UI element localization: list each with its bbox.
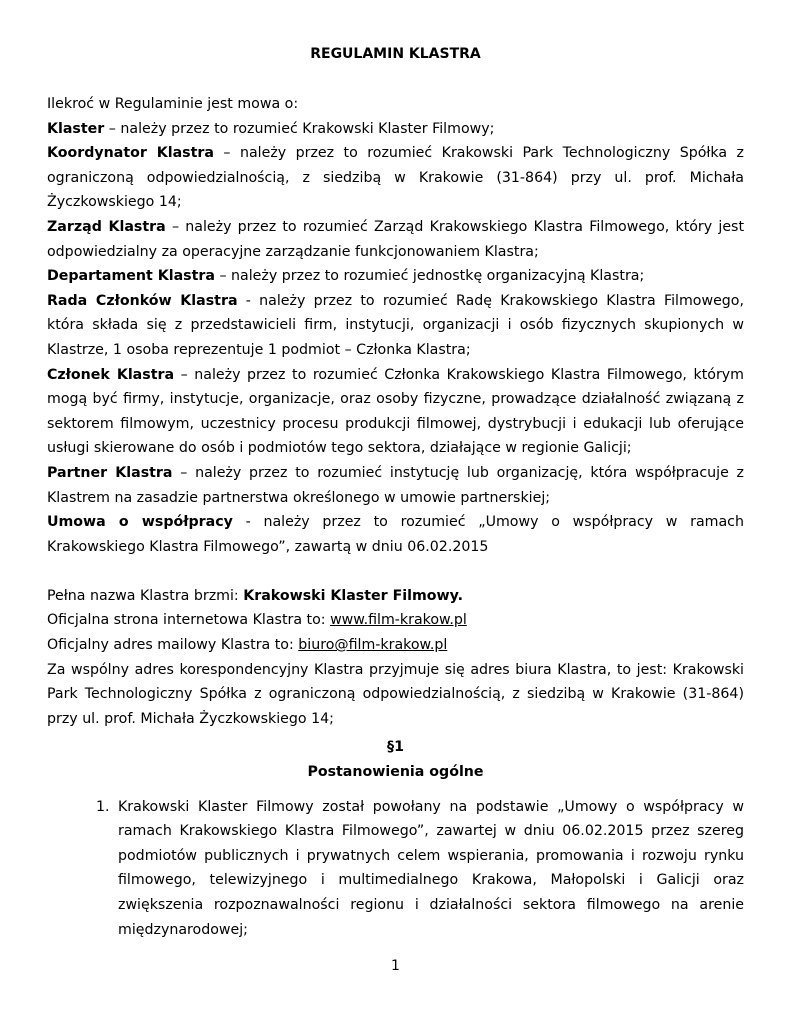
intro-line: Ilekroć w Regulaminie jest mowa o: xyxy=(47,96,299,112)
section-number: §1 xyxy=(387,739,404,756)
definition-text: – należy przez to rozumieć Członka Krakowskiego Klastra Filmowego, którym mogą być firmy, instytucje, organizacje, oraz osoby fizyczne, prowadzące działalność związaną z sektorem filmowym, uczestnicy procesu produkcji filmowej, dystrybucji i edukacji lub oferujące usługi skierowane do osób i podmiotów tego sektora, działające w regionie Galicji; xyxy=(47,366,744,457)
definition-term: Klaster xyxy=(47,120,105,137)
definition-text: – należy przez to rozumieć Krakowski Park Technologiczny Spółka z ograniczoną odpowiedzialnością, z siedzibą w Krakowie (31-864) przy ul. prof. Michała Życzkowskiego 14; xyxy=(47,145,744,211)
list-item-number: 1. xyxy=(96,798,110,815)
definition-text: - należy przez to rozumieć Radę Krakowskiego Klastra Filmowego, która składa się z przedstawicieli firm, instytucji, organizacji i osób fizycznych skupionych w Klastrze, 1 osoba reprezentuje 1 podmiot – Członka Klastra; xyxy=(47,292,744,358)
definition-term: Departament Klastra xyxy=(47,268,215,285)
document-body xyxy=(47,92,744,942)
full-name-label: Pełna nazwa Klastra brzmi: xyxy=(47,587,244,604)
document-title: REGULAMIN KLASTRA xyxy=(310,46,481,62)
email-label: Oficjalny adres mailowy Klastra to: xyxy=(47,637,299,654)
definition-term: Zarząd Klastra xyxy=(47,218,166,235)
numbered-list xyxy=(47,795,744,943)
email-line xyxy=(47,633,744,658)
definition-term: Umowa o współpracy xyxy=(47,514,233,531)
website-line xyxy=(47,608,744,633)
definition-zarzad xyxy=(47,215,744,264)
email-link[interactable]: biuro@film-krakow.pl xyxy=(298,637,448,654)
definition-klaster xyxy=(47,117,744,142)
section-title: Postanowienia ogólne xyxy=(307,764,484,781)
page-number: 1 xyxy=(391,958,400,974)
website-label: Oficjalna strona internetowa Klastra to: xyxy=(47,612,331,629)
definition-term: Członek Klastra xyxy=(47,366,175,383)
list-item-text: Krakowski Klaster Filmowy został powołany na podstawie „Umowy o współpracy w ramach Krakowskiego Klastra Filmowego”, zawartej w dniu 06.02.2015 przez szereg podmiotów publicznych i prywatnych celem wspierania, promowania i rozwoju rynku filmowego, telewizyjnego i multimedialnego Krakowa, Małopolski i Galicji oraz zwiększenia rozpoznawalności regionu i działalności sektora filmowego na arenie międzynarodowej; xyxy=(118,798,744,938)
spacer xyxy=(47,559,744,584)
definition-umowa xyxy=(47,510,744,559)
definition-partner xyxy=(47,461,744,510)
website-link[interactable]: www.film-krakow.pl xyxy=(330,612,467,629)
full-name-line xyxy=(47,584,744,609)
definition-koordynator xyxy=(47,141,744,215)
definition-text: – należy przez to rozumieć instytucję lub organizację, która współpracuje z Klastrem na zasadzie partnerstwa określonego w umowie partnerskiej; xyxy=(47,464,744,506)
address-paragraph: Za wspólny adres korespondencyjny Klastra przyjmuje się adres biura Klastra, to jest: Krakowski Park Technologiczny Spółka z ograniczoną odpowiedzialnością, z siedzibą w Krakowie (31-864) przy ul. prof. Michała Życzkowskiego 14; xyxy=(47,661,744,727)
definition-term: Rada Członków Klastra xyxy=(47,292,238,309)
full-name-value: Krakowski Klaster Filmowy. xyxy=(243,587,463,604)
definition-term: Partner Klastra xyxy=(47,464,173,481)
list-item xyxy=(47,795,744,943)
definition-text: - należy przez to rozumieć „Umowy o współpracy w ramach Krakowskiego Klastra Filmowego”, zawartą w dniu 06.02.2015 xyxy=(47,514,744,555)
definition-czlonek xyxy=(47,363,744,461)
definition-text: – należy przez to rozumieć Krakowski Klaster Filmowy; xyxy=(104,120,495,137)
definition-term: Koordynator Klastra xyxy=(47,145,214,162)
definition-text: – należy przez to rozumieć Zarząd Krakowskiego Klastra Filmowego, który jest odpowiedzialny za operacyjne zarządzanie funkcjonowaniem Klastra; xyxy=(47,218,745,260)
definition-departament xyxy=(47,264,744,289)
definition-text: – należy przez to rozumieć jednostkę organizacyjną Klastra; xyxy=(214,268,645,285)
definition-rada xyxy=(47,289,744,363)
